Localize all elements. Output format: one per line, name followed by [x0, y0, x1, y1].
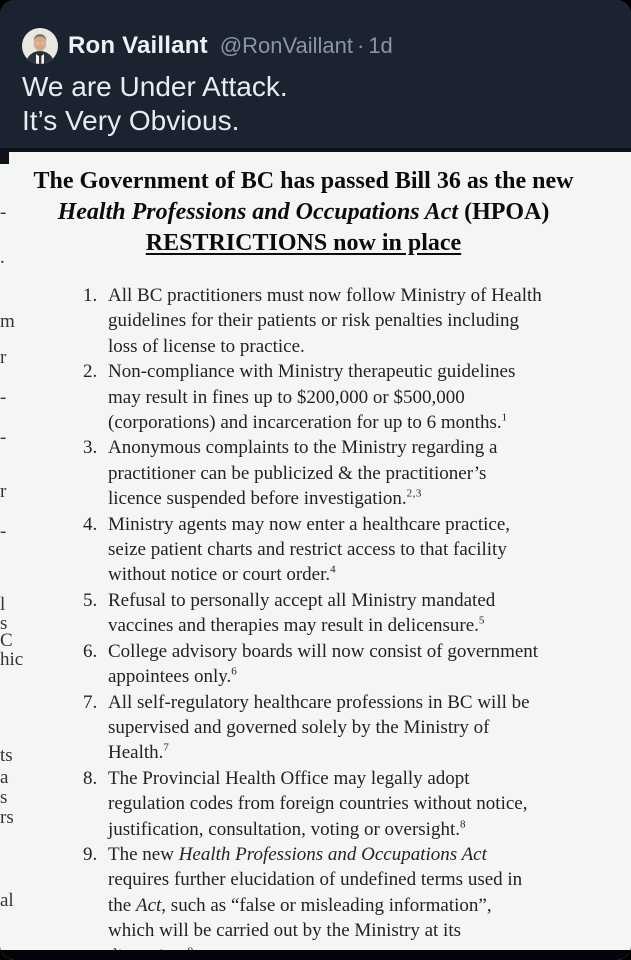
edge-fragment: s — [0, 787, 8, 808]
tweet-meta — [220, 33, 397, 59]
item-line — [108, 308, 631, 333]
footnote-ref: 8 — [459, 818, 466, 831]
tweet-text-line: We are Under Attack. — [22, 71, 288, 102]
item-number: 1. — [83, 285, 98, 306]
item-line — [108, 537, 631, 562]
tweet-text-line: It’s Very Obvious. — [22, 105, 240, 136]
item-line — [108, 283, 631, 308]
item-number: 4. — [83, 513, 98, 535]
document-list — [0, 283, 631, 960]
edge-fragment: hic — [0, 649, 24, 670]
avatar-portrait-icon — [22, 28, 58, 64]
text-segment: justification, consultation, voting or oversight. — [108, 818, 460, 840]
item-line — [108, 867, 631, 892]
text-segment: which will be carried out by the Ministry at its — [108, 920, 462, 942]
item-number: 2. — [83, 361, 98, 383]
item-line — [108, 664, 631, 689]
item-line — [108, 791, 631, 816]
item-line — [108, 512, 631, 537]
item-line — [108, 893, 631, 918]
footnote-ref: 2,3 — [406, 487, 422, 500]
list-item — [83, 690, 631, 766]
item-number: 5. — [83, 589, 98, 611]
edge-fragment: s — [0, 613, 8, 634]
footnote-ref: 7 — [163, 741, 170, 754]
document-title — [0, 166, 619, 259]
text-segment: practitioner can be publicized & the practitioner’s — [108, 462, 487, 484]
list-item — [83, 283, 631, 359]
tweet-body — [22, 70, 615, 138]
handle[interactable]: @RonVaillant — [219, 33, 353, 58]
text-segment: regulation codes from foreign countries without notice, — [108, 793, 528, 815]
text-segment: , such as “false or misleading information”, — [161, 894, 492, 916]
text-segment: (HPOA) — [458, 199, 550, 225]
edge-fragment: l — [0, 594, 6, 615]
text-segment: without notice or court order. — [108, 564, 331, 586]
edge-fragment: - — [0, 427, 7, 448]
document-bottom-border — [0, 950, 631, 960]
edge-fragment: - — [0, 202, 7, 223]
item-number: 9. — [83, 843, 98, 865]
text-segment: seize patient charts and restrict access to that facility — [108, 539, 507, 561]
italic-text: Health Professions and Occupations Act — [178, 843, 487, 865]
item-line — [108, 918, 631, 943]
text-segment: vaccines and therapies may result in delicensure. — [108, 615, 479, 637]
item-line — [108, 588, 631, 613]
text-segment: supervised and governed solely by the Ministry of — [108, 716, 490, 738]
list-item — [83, 435, 631, 511]
item-line — [108, 359, 631, 384]
item-number: 8. — [83, 767, 98, 789]
text-segment: Health. — [108, 742, 164, 764]
text-segment: The new — [108, 843, 179, 865]
underlined-text: RESTRICTIONS now in place — [145, 230, 462, 256]
document-title-line — [0, 228, 619, 259]
document-title-line — [0, 197, 619, 228]
list-item — [83, 512, 631, 588]
text-segment: The Provincial Health Office may legally adopt — [108, 767, 470, 789]
item-line — [108, 410, 631, 435]
text-segment: licence suspended before investigation. — [108, 488, 407, 510]
edge-fragment: - — [0, 387, 7, 408]
item-line — [108, 817, 631, 842]
list-item — [83, 359, 631, 435]
text-segment: Anonymous complaints to the Ministry regarding a — [108, 437, 498, 459]
text-segment: requires further elucidation of undefined terms used in — [108, 869, 523, 891]
text-segment: All self-regulatory healthcare professions in BC will be — [108, 691, 530, 713]
item-number: 7. — [83, 691, 98, 713]
item-line — [108, 435, 631, 460]
edge-fragment: al — [0, 890, 14, 911]
text-segment: the — [108, 894, 136, 916]
text-segment: Non-compliance with Ministry therapeutic guidelines — [108, 361, 516, 383]
item-line — [108, 690, 631, 715]
text-segment: All BC practitioners must now follow Ministry of Health — [108, 285, 542, 306]
footnote-ref: 1 — [501, 411, 508, 424]
text-segment: Refusal to personally accept all Ministry mandated — [108, 589, 496, 611]
italic-text: Health Professions and Occupations Act — [57, 199, 459, 225]
item-line — [108, 334, 631, 359]
item-line — [108, 715, 631, 740]
item-line — [108, 842, 631, 867]
item-number: 6. — [83, 640, 98, 662]
footnote-ref: 5 — [478, 614, 485, 627]
italic-text: Act — [135, 894, 162, 916]
document-title-line — [0, 166, 619, 197]
edge-fragment: m — [0, 311, 15, 332]
edge-fragment: ts — [0, 745, 13, 766]
text-segment: loss of license to practice. — [108, 335, 305, 357]
item-line — [108, 486, 631, 511]
item-line — [108, 740, 631, 765]
text-segment: appointees only. — [108, 666, 232, 688]
text-segment: may result in fines up to $200,000 or $500,000 — [108, 386, 465, 408]
item-number: 3. — [83, 437, 98, 459]
meta-separator: · — [356, 33, 365, 58]
item-line — [108, 766, 631, 791]
item-line — [108, 461, 631, 486]
document-top-left-notch — [0, 152, 9, 164]
embedded-document-image[interactable] — [0, 152, 631, 960]
item-line — [108, 562, 631, 587]
item-line — [108, 639, 631, 664]
list-item — [83, 588, 631, 639]
tweet-header — [22, 28, 615, 64]
edge-fragment: rs — [0, 807, 14, 828]
list-item — [83, 842, 631, 960]
text-segment: Ministry agents may now enter a healthcare practice, — [108, 513, 510, 535]
item-line — [108, 613, 631, 638]
edge-fragment: a — [0, 767, 9, 788]
edge-fragment: . — [0, 247, 5, 268]
item-line — [108, 385, 631, 410]
footnote-ref: 6 — [231, 665, 238, 678]
avatar[interactable] — [22, 28, 58, 64]
edge-fragment: r — [0, 481, 7, 502]
list-item — [83, 766, 631, 842]
text-segment: (corporations) and incarceration for up to 6 months. — [108, 412, 502, 434]
edge-fragment: r — [0, 347, 7, 368]
list-item — [83, 639, 631, 690]
text-segment: guidelines for their patients or risk penalties including — [108, 310, 520, 332]
edge-fragment: C — [0, 630, 13, 651]
tweet-card — [0, 0, 631, 152]
footnote-ref: 4 — [330, 564, 337, 577]
text-segment: College advisory boards will now consist of government — [108, 640, 539, 662]
text-segment: The Government of BC has passed Bill 36 as the new — [33, 168, 574, 194]
display-name[interactable]: Ron Vaillant — [68, 32, 208, 59]
timestamp[interactable]: 1d — [368, 33, 393, 58]
edge-fragment: - — [0, 521, 7, 542]
